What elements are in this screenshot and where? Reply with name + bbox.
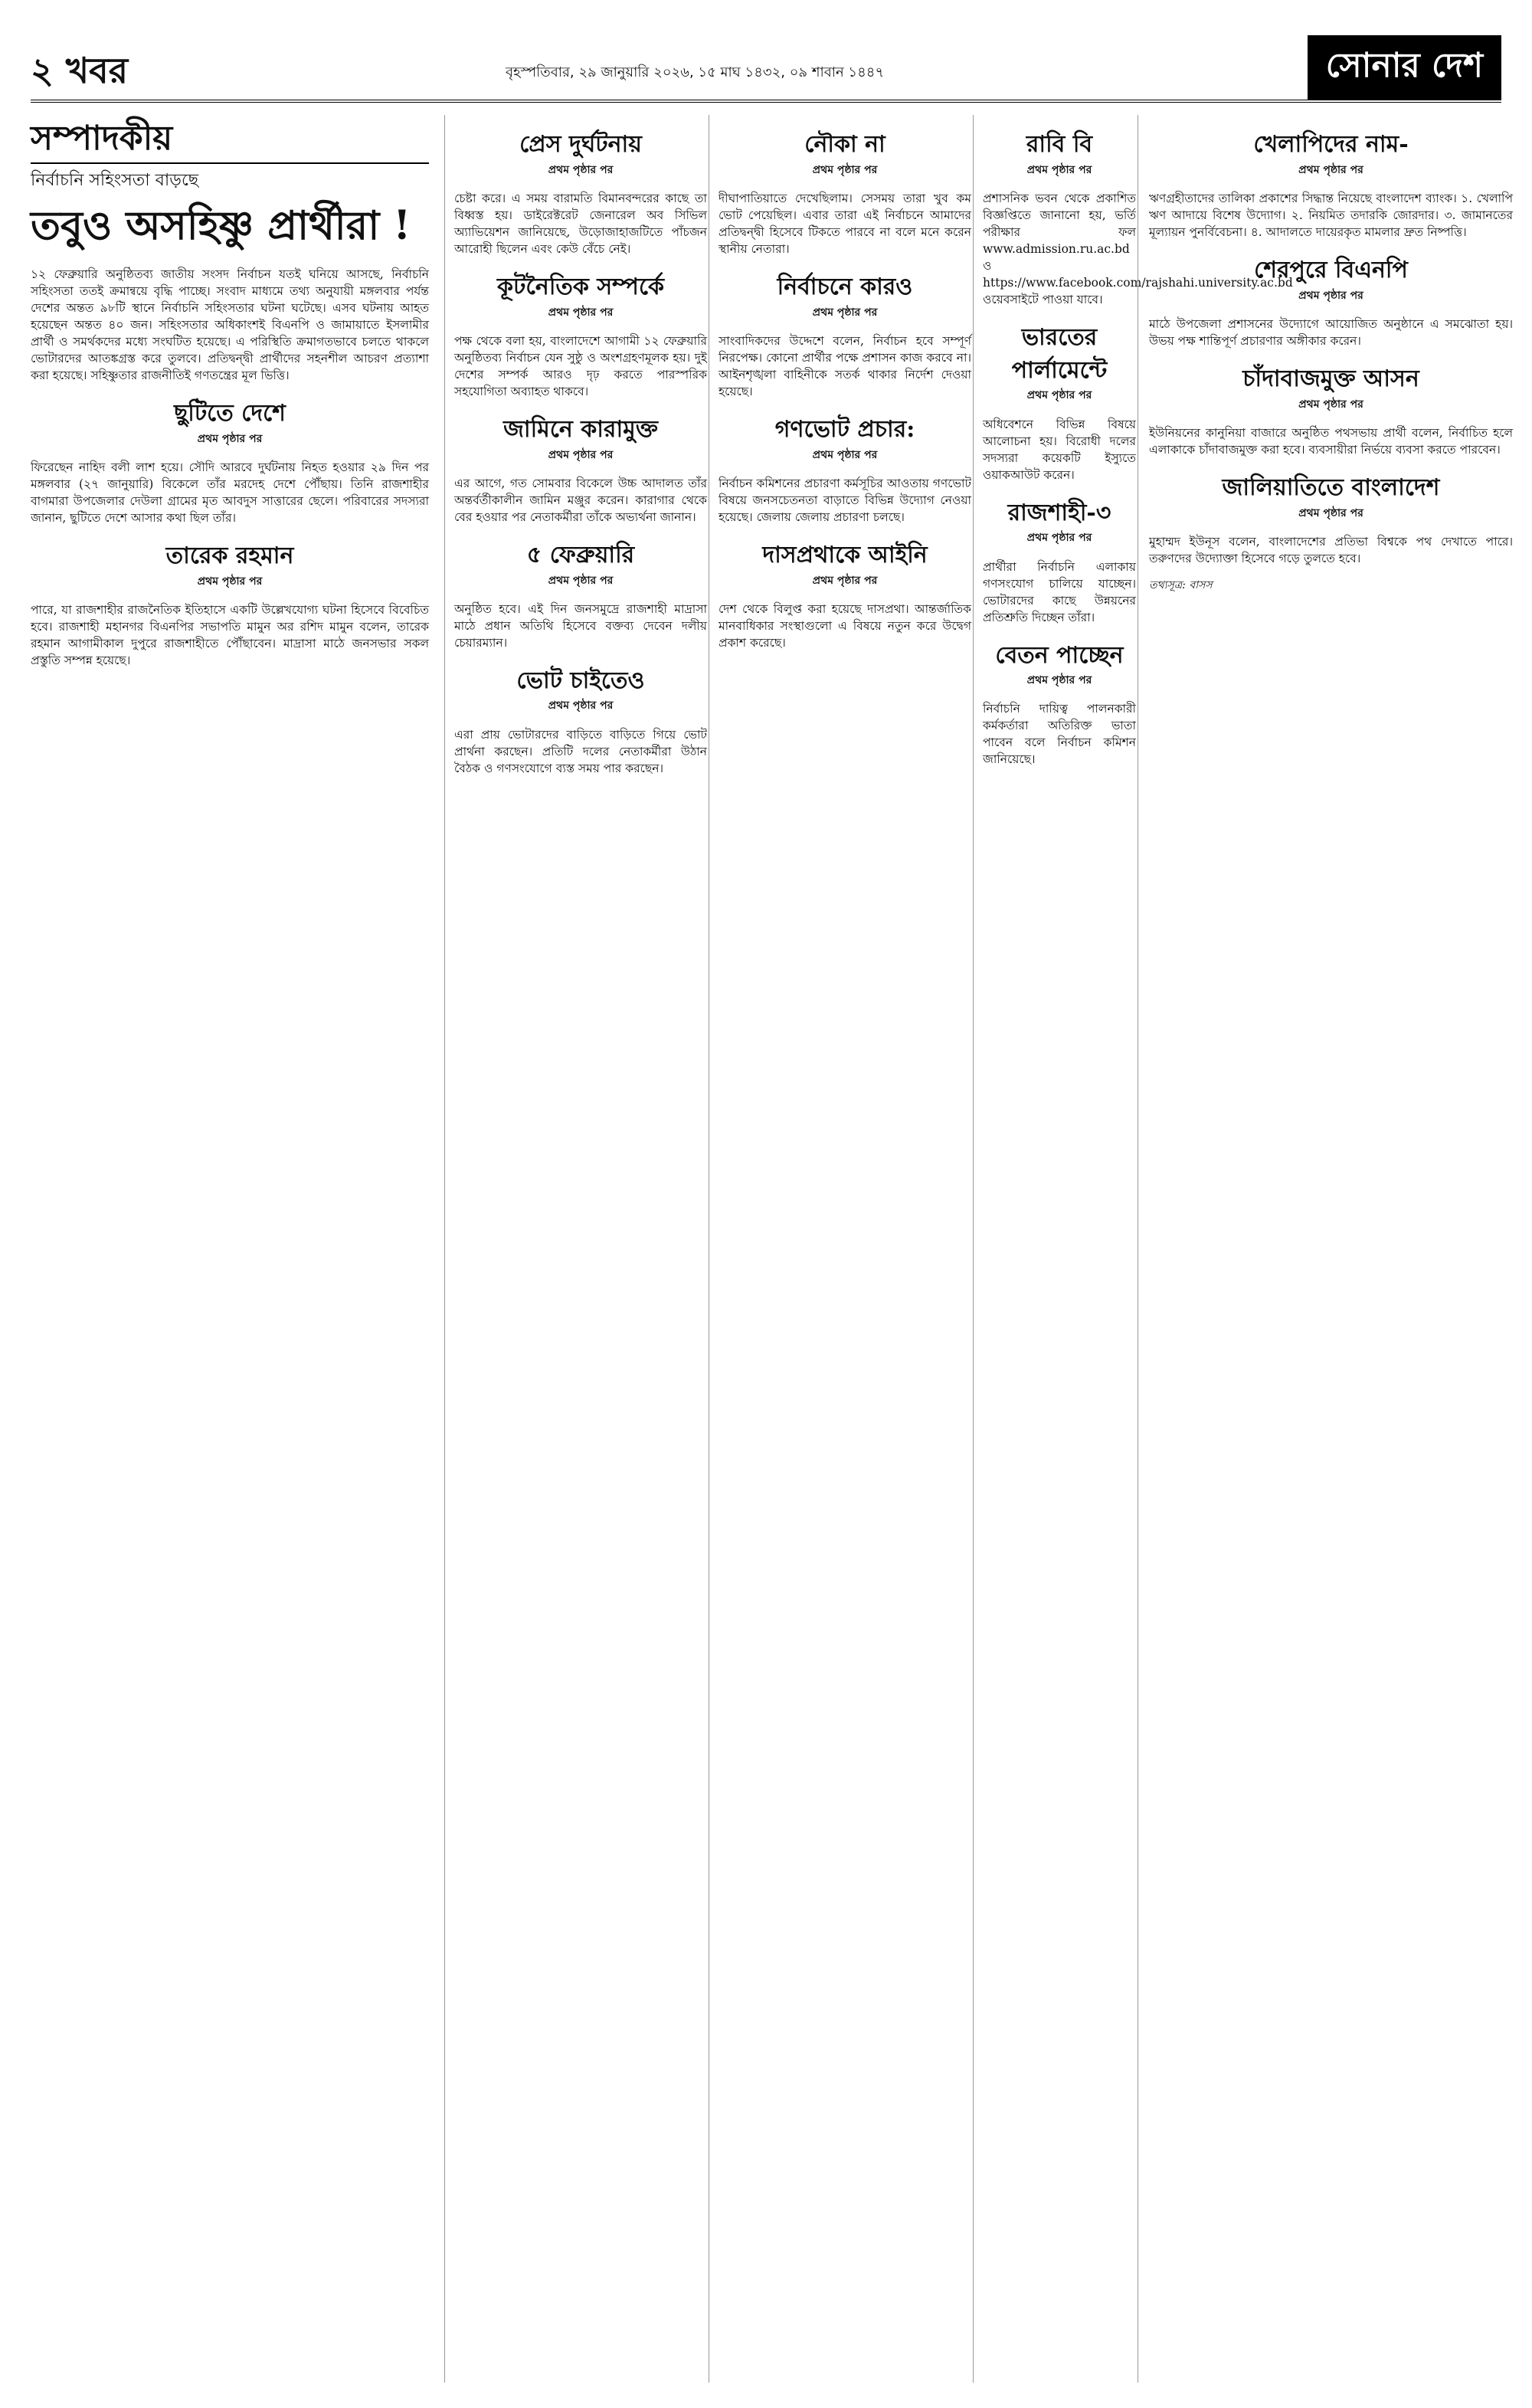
story-0 bbox=[31, 398, 429, 526]
story-continuation: প্রথম পৃষ্ঠার পর bbox=[1298, 289, 1363, 302]
story-4 bbox=[454, 414, 707, 526]
story-continuation: প্রথম পৃষ্ঠার পর bbox=[548, 306, 614, 319]
story-title[interactable]: জালিয়াতিতে বাংলাদেশ bbox=[1222, 473, 1440, 501]
story-title[interactable]: নৌকা না bbox=[804, 131, 885, 158]
story-13 bbox=[983, 497, 1136, 626]
story-body: ইউনিয়নের কানুনিয়া বাজারে অনুষ্ঠিত পথসভায় প্রার্থী বলেন, নির্বাচিত হলে এলাকাকে চাঁদাবাজমুক্ত করা হবে। ব্যবসায়ীরা নির্ভয়ে ব্যবসা করতে পারবেন। bbox=[1149, 425, 1513, 457]
story-title[interactable]: ভোট চাইতেও bbox=[516, 667, 645, 694]
column-1 bbox=[31, 115, 440, 2383]
story-12 bbox=[983, 322, 1136, 483]
story-continuation: প্রথম পৃষ্ঠার পর bbox=[197, 575, 263, 588]
story-title[interactable]: নির্বাচনে কারও bbox=[777, 273, 913, 300]
story-continuation: প্রথম পৃষ্ঠার পর bbox=[197, 432, 263, 445]
story-body: প্রার্থীরা নির্বাচনি এলাকায় গণসংযোগ চালিয়ে যাচ্ছেন। ভোটারদের কাছে উন্নয়নের প্রতিশ্রুতি দিচ্ছেন তাঁরা। bbox=[983, 559, 1136, 624]
story-16 bbox=[1149, 254, 1513, 349]
page-number: ২ খবর bbox=[31, 50, 129, 91]
story-title[interactable]: দাসপ্রথাকে আইনি bbox=[762, 541, 928, 568]
story-title[interactable]: জামিনে কারামুক্ত bbox=[503, 415, 658, 443]
story-body: পারে, যা রাজশাহীর রাজনৈতিক ইতিহাসে একটি উল্লেখযোগ্য ঘটনা হিসেবে বিবেচিত হবে। রাজশাহী মহানগর বিএনপির সভাপতি মামুন অর রশিদ মামুন বলেন, তারেক রহমান আগামীকাল দুপুরে রাজশাহীতে পৌঁছাবেন। মাদ্রাসা মাঠে জনসভার সকল প্রস্তুতি সম্পন্ন হয়েছে। bbox=[31, 602, 429, 667]
story-title[interactable]: রাবি বি bbox=[1026, 131, 1093, 158]
story-7 bbox=[719, 129, 971, 257]
story-3 bbox=[454, 271, 707, 400]
story-continuation: প্রথম পৃষ্ঠার পর bbox=[1298, 398, 1363, 411]
story-continuation: প্রথম পৃষ্ঠার পর bbox=[1026, 674, 1092, 687]
editorial-subtitle: নির্বাচনি সহিংসতা বাড়ছে bbox=[31, 171, 199, 191]
story-continuation: প্রথম পৃষ্ঠার পর bbox=[1026, 532, 1092, 545]
story-body: মাঠে উপজেলা প্রশাসনের উদ্যোগে আয়োজিত অনুষ্ঠানে এ সমঝোতা হয়। উভয় পক্ষ শান্তিপূর্ণ প্রচারণার অঙ্গীকার করেন। bbox=[1149, 316, 1513, 348]
newspaper-brand: সোনার দেশ bbox=[1308, 35, 1501, 100]
story-body: পক্ষ থেকে বলা হয়, বাংলাদেশে আগামী ১২ ফেব্রুয়ারি অনুষ্ঠিতব্য নির্বাচন যেন সুষ্ঠু ও অংশগ্রহণমূলক হয়। দুই দেশের সম্পর্ক আরও দৃঢ় করতে পারস্পরিক সহযোগিতা অব্যাহত থাকবে। bbox=[454, 333, 707, 398]
story-title[interactable]: ভারতের পার্লামেন্টে bbox=[1011, 323, 1108, 384]
story-title[interactable]: গণভোট প্রচার: bbox=[774, 415, 915, 443]
story-8 bbox=[719, 271, 971, 400]
story-title[interactable]: কূটনৈতিক সম্পর্কে bbox=[497, 273, 664, 300]
dateline: বৃহস্পতিবার, ২৯ জানুয়ারি ২০২৬, ১৫ মাঘ ১৪৩২, ০৯ শাবান ১৪৪৭ bbox=[506, 64, 885, 80]
story-11 bbox=[983, 129, 1293, 308]
editorial-headline: তবুও অসহিষ্ণু প্রার্থীরা ! bbox=[31, 201, 411, 249]
story-continuation: প্রথম পৃষ্ঠার পর bbox=[812, 574, 878, 587]
story-body: মুহাম্মদ ইউনূস বলেন, বাংলাদেশের প্রতিভা বিশ্বকে পথ দেখাতে পারে। তরুণদের উদ্যোক্তা হিসেবে গড়ে তুলতে হবে। bbox=[1149, 534, 1513, 565]
story-body: সাংবাদিকদের উদ্দেশে বলেন, নির্বাচন হবে সম্পূর্ণ নিরপেক্ষ। কোনো প্রার্থীর পক্ষে প্রশাসন কাজ করবে না। আইনশৃঙ্খলা বাহিনীকে সতর্ক থাকার নির্দেশ দেওয়া হয়েছে। bbox=[719, 333, 971, 398]
story-body: এর আগে, গত সোমবার বিকেলে উচ্চ আদালত তাঁর অন্তর্বর্তীকালীন জামিন মঞ্জুর করেন। কারাগার থেকে বের হওয়ার পর নেতাকর্মীরা তাঁকে অভ্যর্থনা জানান। bbox=[454, 476, 707, 524]
story-continuation: প্রথম পৃষ্ঠার পর bbox=[1026, 389, 1092, 402]
story-body: চেষ্টা করে। এ সময় বারামতি বিমানবন্দরের কাছে তা বিধ্বস্ত হয়। ডাইরেক্টরেট জেনারেল অব সিভিল অ্যাভিয়েশন জানিয়েছে, উড়োজাহাজটিতে পাঁচজন আরোহী ছিলেন এবং কেউ বেঁচে নেই। bbox=[454, 191, 707, 256]
source-credit: তথ্যসূত্র: বাসস bbox=[1149, 579, 1213, 592]
story-title[interactable]: খেলাপিদের নাম- bbox=[1253, 131, 1409, 158]
story-title[interactable]: শেরপুরে বিএনপি bbox=[1254, 256, 1408, 283]
story-15 bbox=[1149, 129, 1513, 241]
story-body: ঋণগ্রহীতাদের তালিকা প্রকাশের সিদ্ধান্ত নিয়েছে বাংলাদেশ ব্যাংক। ১. খেলাপি ঋণ আদায়ে বিশেষ উদ্যোগ। ২. নিয়মিত তদারকি জোরদার। ৩. জামানতের মূল্যায়ন পুনর্বিবেচনা। ৪. আদালতে দায়েরকৃত মামলার দ্রুত নিষ্পত্তি। bbox=[1149, 191, 1513, 239]
editorial-body: ১২ ফেব্রুয়ারি অনুষ্ঠিতব্য জাতীয় সংসদ নির্বাচন যতই ঘনিয়ে আসছে, নির্বাচনি সহিংসতা ততই ক্রমান্বয়ে বৃদ্ধি পাচ্ছে। সংবাদ মাধ্যমে তথ্য অনুযায়ী মঙ্গলবার পর্যন্ত দেশের অন্তত ৯৮টি স্থানে নির্বাচনি সহিংসতার ঘটনা ঘটেছে। এসব ঘটনায় আহত হয়েছেন অন্তত ৪০ জন। সহিংসতার অধিকাংশই বিএনপি ও জামায়াতে ইসলামীর প্রার্থী ও সমর্থকদের মধ্যে সংঘটিত হয়েছে। এ পরিস্থিতি ক্রমাগতভাবে চলতে থাকলে ভোটারদের আতঙ্কগ্রস্ত করে তুলবে। প্রতিদ্বন্দ্বী প্রার্থীদের সহনশীল আচরণ প্রত্যাশা করা হয়েছে। সহিষ্ণুতার রাজনীতিই গণতন্ত্রের মূল ভিত্তি। bbox=[31, 267, 429, 383]
story-14 bbox=[983, 640, 1136, 768]
story-body: অনুষ্ঠিত হবে। এই দিন জনসমুদ্রে রাজশাহী মাদ্রাসা মাঠে প্রধান অতিথি হিসেবে বক্তব্য দেবেন দলীয় চেয়ারম্যান। bbox=[454, 601, 707, 650]
story-body: দীঘাপাতিয়াতে দেখেছিলাম। সেসময় তারা খুব কম ভোট পেয়েছিল। এবার তারা এই নির্বাচনে আমাদের প্রতিদ্বন্দ্বী হিসেবে টিকতে পারবে না বলে মনে করেন স্থানীয় নেতারা। bbox=[719, 191, 971, 256]
story-body: অধিবেশনে বিভিন্ন বিষয়ে আলোচনা হয়। বিরোধী দলের সদস্যরা কয়েকটি ইস্যুতে ওয়াকআউট করেন। bbox=[983, 417, 1136, 482]
story-18 bbox=[1149, 472, 1513, 567]
story-10 bbox=[719, 539, 971, 651]
story-continuation: প্রথম পৃষ্ঠার পর bbox=[1298, 506, 1363, 519]
column-3 bbox=[709, 115, 980, 2383]
story-title[interactable]: বেতন পাচ্ছেন bbox=[995, 641, 1124, 669]
story-continuation: প্রথম পৃষ্ঠার পর bbox=[1026, 163, 1092, 176]
story-17 bbox=[1149, 363, 1513, 458]
story-9 bbox=[719, 414, 971, 526]
story-continuation: প্রথম পৃষ্ঠার পর bbox=[548, 163, 614, 176]
story-continuation: প্রথম পৃষ্ঠার পর bbox=[548, 699, 614, 713]
story-continuation: প্রথম পৃষ্ঠার পর bbox=[548, 448, 614, 461]
story-body: নির্বাচনি দায়িত্ব পালনকারী কর্মকর্তারা অতিরিক্ত ভাতা পাবেন বলে নির্বাচন কমিশন জানিয়েছে। bbox=[983, 702, 1136, 767]
column-2 bbox=[444, 115, 716, 2383]
story-continuation: প্রথম পৃষ্ঠার পর bbox=[812, 448, 878, 461]
story-title[interactable]: রাজশাহী-৩ bbox=[1007, 499, 1111, 526]
masthead bbox=[31, 31, 1501, 103]
story-continuation: প্রথম পৃষ্ঠার পর bbox=[812, 163, 878, 176]
story-continuation: প্রথম পৃষ্ঠার পর bbox=[1298, 163, 1363, 176]
editorial-label: সম্পাদকীয় bbox=[31, 115, 429, 164]
story-continuation: প্রথম পৃষ্ঠার পর bbox=[548, 574, 614, 587]
story-body: প্রশাসনিক ভবন থেকে প্রকাশিত বিজ্ঞপ্তিতে জানানো হয়, ভর্তি পরীক্ষার ফল www.admission.ru.ac.bd ও https://www.facebook.com/rajshahi.university.ac.bd ওয়েবসাইটে পাওয়া যাবে। bbox=[983, 191, 1293, 306]
story-body: দেশ থেকে বিলুপ্ত করা হয়েছে দাসপ্রথা। আন্তর্জাতিক মানবাধিকার সংস্থাগুলো এ বিষয়ে নতুন করে উদ্বেগ প্রকাশ করেছে। bbox=[719, 601, 971, 650]
story-6 bbox=[454, 665, 707, 777]
story-title[interactable]: ছুটিতে দেশে bbox=[174, 400, 286, 428]
story-title[interactable]: প্রেস দুর্ঘটনায় bbox=[519, 131, 642, 158]
story-1 bbox=[31, 540, 429, 669]
story-5 bbox=[454, 539, 707, 651]
story-body: নির্বাচন কমিশনের প্রচারণা কর্মসূচির আওতায় গণভোট বিষয়ে জনসচেতনতা বাড়াতে বিভিন্ন উদ্যোগ নেওয়া হয়েছে। জেলায় জেলায় প্রচারণা চলছে। bbox=[719, 476, 971, 524]
story-body: এরা প্রায় ভোটারদের বাড়িতে বাড়িতে গিয়ে ভোট প্রার্থনা করছেন। প্রতিটি দলের নেতাকর্মীরা উঠান বৈঠক ও গণসংযোগে ব্যস্ত সময় পার করছেন। bbox=[454, 727, 707, 775]
story-title[interactable]: চাঁদাবাজমুক্ত আসন bbox=[1242, 365, 1419, 392]
story-2 bbox=[454, 129, 707, 257]
story-continuation: প্রথম পৃষ্ঠার পর bbox=[812, 306, 878, 319]
story-body: ফিরেছেন নাহিদ বলী লাশ হয়ে। সৌদি আরবে দুর্ঘটনায় নিহত হওয়ার ২৯ দিন পর মঙ্গলবার (২৭ জানুয়ারি) বিকেলে তাঁর মরদেহ দেশে পৌঁছায়। তিনি রাজশাহীর বাগমারা উপজেলার দেউলা গ্রামের মৃত আবদুস সাত্তারের ছেলে। পরিবারের সদস্যরা জানান, ছুটিতে দেশে আসার কথা ছিল তাঁর। bbox=[31, 460, 429, 525]
story-title[interactable]: ৫ ফেব্রুয়ারি bbox=[526, 541, 635, 568]
column-5 bbox=[1138, 115, 1513, 2383]
story-title[interactable]: তারেক রহমান bbox=[165, 542, 294, 569]
